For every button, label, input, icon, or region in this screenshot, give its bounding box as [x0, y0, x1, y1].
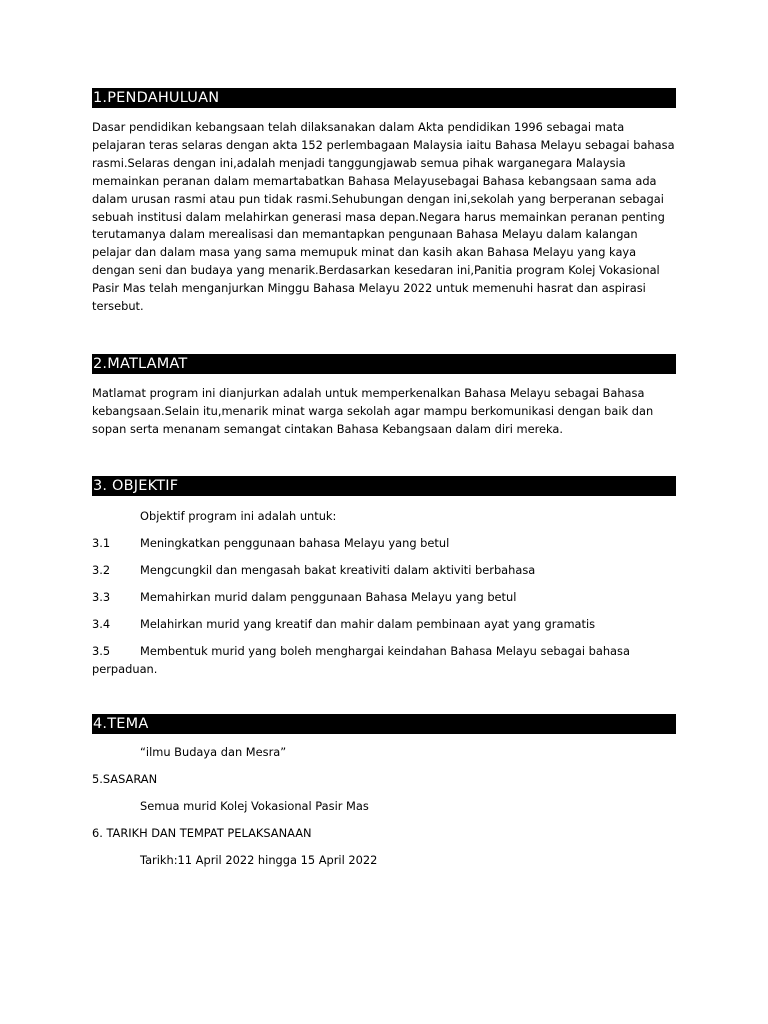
- objektif-item: [92, 561, 676, 579]
- section-heading-tarikh: 6. TARIKH DAN TEMPAT PELAKSANAAN: [92, 825, 312, 840]
- document-page: [92, 88, 676, 869]
- section-heading-sasaran: 5.SASARAN: [92, 771, 158, 786]
- objektif-item-number: 3.2: [92, 562, 111, 577]
- objektif-item-number: 3.5: [92, 643, 111, 658]
- paragraph-line: dengan seni dan budaya yang menarik.Berdasarkan kesedaran ini,Panitia program Kolej Vokasional: [92, 263, 660, 278]
- objektif-item-continuation: perpaduan.: [92, 661, 158, 676]
- objektif-item-number: 3.4: [92, 616, 111, 631]
- paragraph-line: memainkan peranan dalam memartabatkan Bahasa Melayusebagai Bahasa kebangsaan sama ada: [92, 173, 657, 188]
- section-heading-tema: 4.TEMA: [92, 714, 676, 734]
- paragraph-pendahuluan: [92, 119, 676, 316]
- objektif-item: [92, 534, 676, 552]
- paragraph-line: tersebut.: [92, 299, 144, 314]
- paragraph-line: pelajaran teras selaras dengan akta 152 perlembagaan Malaysia iaitu Bahasa Melayu sebagai bahasa: [92, 137, 675, 152]
- objektif-item-number: 3.3: [92, 589, 111, 604]
- objektif-item-text: Mengcungkil dan mengasah bakat kreativiti dalam aktiviti berbahasa: [140, 562, 536, 577]
- paragraph-line: dalam urusan rasmi atau pun tidak rasmi.Sehubungan dengan ini,sekolah yang berperanan sebagai: [92, 191, 664, 206]
- section-heading-objektif: 3. OBJEKTIF: [92, 476, 676, 496]
- paragraph-line: pelajar dan dalam masa yang sama memupuk minat dan kasih akan Bahasa Melayu yang kaya: [92, 245, 637, 260]
- objektif-item-text: Melahirkan murid yang kreatif dan mahir dalam pembinaan ayat yang gramatis: [140, 616, 596, 631]
- objektif-item-text: Meningkatkan penggunaan bahasa Melayu yang betul: [140, 535, 450, 550]
- section-heading-matlamat: 2.MATLAMAT: [92, 354, 676, 374]
- tema-text: “ilmu Budaya dan Mesra”: [140, 744, 287, 759]
- paragraph-line: Matlamat program ini dianjurkan adalah untuk memperkenalkan Bahasa Melayu sebagai Bahasa: [92, 385, 645, 400]
- paragraph-line: Dasar pendidikan kebangsaan telah dilaksanakan dalam Akta pendidikan 1996 sebagai mata: [92, 120, 625, 134]
- sasaran-text: Semua murid Kolej Vokasional Pasir Mas: [140, 798, 369, 813]
- objektif-item: [92, 588, 676, 606]
- objektif-item-text: Memahirkan murid dalam penggunaan Bahasa Melayu yang betul: [140, 589, 517, 604]
- objektif-item-number: 3.1: [92, 535, 111, 550]
- objektif-item: [92, 642, 676, 660]
- section-heading-pendahuluan: 1.PENDAHULUAN: [92, 88, 676, 108]
- objektif-item: [92, 615, 676, 633]
- tarikh-text: Tarikh:11 April 2022 hingga 15 April 2022: [140, 852, 378, 867]
- objektif-intro: Objektif program ini adalah untuk:: [140, 508, 337, 523]
- paragraph-line: terutamanya dalam merealisasi dan memantapkan pengunaan Bahasa Melayu dalam kalangan: [92, 227, 638, 242]
- paragraph-matlamat: [92, 385, 676, 439]
- paragraph-line: Pasir Mas telah menganjurkan Minggu Bahasa Melayu 2022 untuk memenuhi hasrat dan aspirasi: [92, 281, 646, 296]
- paragraph-line: sopan serta menanam semangat cintakan Bahasa Kebangsaan dalam diri mereka.: [92, 421, 564, 436]
- objektif-item-text: Membentuk murid yang boleh menghargai keindahan Bahasa Melayu sebagai bahasa: [140, 643, 630, 658]
- paragraph-line: sebuah institusi dalam melahirkan generasi masa depan.Negara harus memainkan peranan penting: [92, 209, 665, 224]
- paragraph-line: rasmi.Selaras dengan ini,adalah menjadi tanggungjawab semua pihak warganegara Malaysia: [92, 155, 626, 170]
- paragraph-line: kebangsaan.Selain itu,menarik minat warga sekolah agar mampu berkomunikasi dengan baik dan: [92, 403, 654, 418]
